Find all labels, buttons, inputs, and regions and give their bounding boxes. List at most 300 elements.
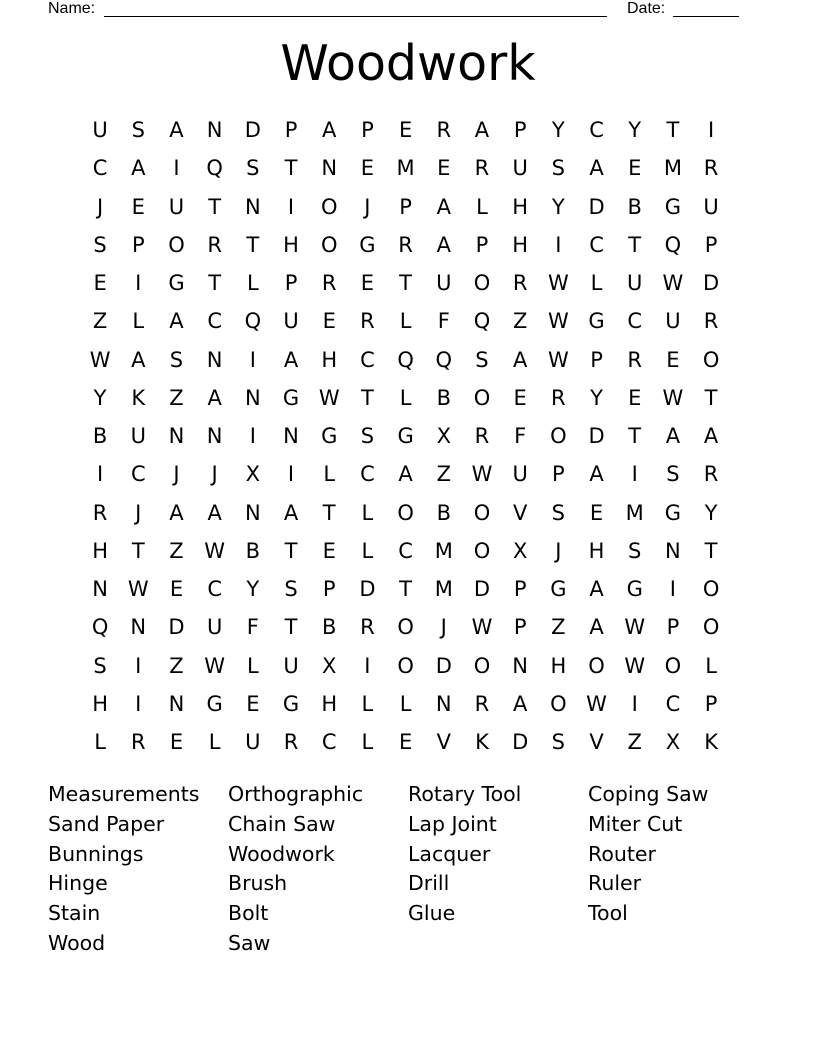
grid-letter: S	[93, 653, 107, 678]
grid-letter: X	[245, 462, 261, 487]
grid-letter: G	[588, 309, 605, 334]
grid-letter: W	[204, 653, 226, 678]
grid-letter: Q	[397, 347, 414, 372]
grid-letter: W	[624, 653, 646, 678]
grid-letter: H	[321, 691, 338, 716]
grid-letter: Q	[91, 615, 109, 640]
grid-letter: H	[321, 347, 338, 372]
grid-letter: S	[666, 462, 680, 487]
grid-letter: T	[322, 500, 336, 525]
grid-letter: Q	[473, 309, 491, 334]
grid-letter: D	[359, 577, 376, 601]
grid-letter: A	[207, 500, 222, 525]
grid-letter: A	[665, 424, 681, 448]
grid-letter: G	[321, 424, 338, 448]
word-list	[48, 780, 768, 959]
grid-letter: R	[627, 347, 643, 372]
grid-letter: E	[589, 500, 604, 525]
grid-letter: E	[666, 347, 680, 372]
page-title: Woodwork	[280, 35, 536, 92]
grid-letter: R	[398, 232, 413, 257]
grid-letter: N	[92, 577, 108, 601]
grid-letter: L	[476, 194, 488, 219]
grid-letter: V	[436, 730, 451, 754]
grid-letter: F	[437, 309, 450, 334]
grid-letter: Y	[551, 194, 565, 219]
grid-letter: U	[92, 118, 108, 142]
grid-letter: H	[92, 691, 108, 716]
grid-letter: C	[207, 577, 222, 601]
grid-letter: P	[513, 615, 527, 640]
grid-letter: R	[703, 156, 719, 181]
grid-letter: H	[92, 538, 108, 563]
grid-letter: L	[361, 500, 374, 525]
grid-letter: A	[131, 347, 146, 372]
grid-letter: P	[666, 615, 680, 640]
grid-letter: O	[397, 615, 414, 640]
grid-letter: D	[703, 271, 720, 295]
grid-letter: E	[360, 271, 375, 295]
grid-letter: I	[96, 462, 104, 487]
word-list-item: Bunnings	[48, 841, 144, 866]
grid-letter: Q	[244, 309, 262, 334]
grid-letter: S	[551, 730, 566, 754]
grid-letter: O	[550, 691, 567, 716]
grid-letter: S	[551, 156, 566, 181]
grid-letter: M	[663, 156, 682, 181]
grid-letter: T	[628, 232, 642, 257]
grid-letter: V	[512, 500, 528, 525]
grid-letter: L	[246, 271, 259, 295]
grid-letter: I	[173, 156, 180, 181]
grid-letter: T	[284, 538, 298, 563]
grid-letter: T	[208, 194, 222, 219]
grid-letter: G	[282, 691, 300, 716]
grid-letter: E	[398, 118, 413, 142]
grid-letter: R	[360, 309, 375, 334]
grid-letter: O	[320, 232, 338, 257]
grid-letter: U	[130, 424, 146, 448]
grid-letter: S	[246, 156, 260, 181]
grid-letter: L	[132, 309, 145, 334]
grid-letter: W	[662, 271, 684, 295]
grid-letter: G	[206, 691, 223, 716]
word-list-item: Drill	[408, 871, 450, 896]
grid-letter: R	[92, 500, 108, 525]
grid-letter: A	[474, 118, 490, 142]
word-list-item: Wood	[48, 930, 106, 955]
grid-letter: M	[434, 577, 453, 601]
grid-letter: A	[589, 156, 604, 181]
grid-letter: B	[627, 194, 642, 219]
word-list-item: Glue	[408, 901, 456, 926]
grid-letter: O	[473, 653, 491, 678]
grid-letter: A	[169, 309, 184, 334]
word-list-item: Brush	[228, 871, 288, 896]
grid-letter: A	[589, 462, 604, 487]
word-list-item: Orthographic	[228, 782, 364, 806]
grid-letter: O	[397, 500, 414, 525]
grid-letter: M	[434, 538, 453, 563]
grid-letter: S	[628, 538, 642, 563]
grid-letter: U	[512, 156, 528, 181]
grid-letter: Z	[169, 653, 184, 678]
grid-letter: E	[628, 156, 642, 181]
grid-letter: E	[437, 156, 451, 181]
word-list-item: Bolt	[228, 901, 269, 926]
grid-letter: W	[318, 385, 340, 410]
grid-letter: B	[245, 538, 261, 563]
word-list-item: Tool	[588, 901, 628, 926]
grid-letter: L	[399, 385, 412, 410]
grid-letter: R	[474, 156, 490, 181]
grid-letter: C	[627, 309, 643, 334]
word-list-item: Woodwork	[228, 841, 335, 866]
grid-letter: N	[206, 118, 223, 142]
grid-letter: R	[474, 424, 490, 448]
grid-letter: P	[704, 691, 718, 716]
grid-letter: O	[664, 653, 682, 678]
grid-letter: G	[626, 577, 643, 601]
grid-letter: Y	[551, 118, 565, 142]
grid-letter: Z	[436, 462, 451, 487]
grid-letter: G	[397, 424, 414, 448]
grid-letter: N	[168, 424, 185, 448]
grid-letter: R	[436, 118, 452, 142]
grid-letter: Z	[512, 309, 528, 334]
grid-letter: C	[398, 538, 413, 563]
grid-letter: M	[625, 500, 644, 525]
grid-letter: R	[703, 309, 719, 334]
grid-letter: T	[131, 538, 145, 563]
word-list-item: Lacquer	[408, 841, 491, 866]
grid-letter: N	[244, 500, 261, 525]
word-list-item: Saw	[228, 930, 271, 955]
grid-letter: O	[702, 615, 720, 640]
grid-letter: A	[169, 118, 184, 142]
grid-letter: P	[322, 577, 336, 601]
grid-letter: O	[550, 424, 567, 448]
grid-letter: X	[322, 653, 337, 678]
grid-letter: J	[173, 462, 180, 487]
grid-letter: E	[513, 385, 527, 410]
grid-letter: I	[555, 232, 562, 257]
grid-letter: E	[360, 156, 375, 181]
grid-letter: N	[321, 156, 338, 181]
grid-letter: T	[360, 385, 374, 410]
grid-letter: S	[93, 232, 107, 257]
grid-letter: O	[473, 500, 491, 525]
grid-letter: U	[283, 309, 299, 334]
grid-letter: N	[206, 347, 223, 372]
letter-grid	[81, 111, 730, 761]
grid-letter: N	[244, 385, 261, 410]
grid-letter: A	[512, 691, 528, 716]
grid-letter: T	[246, 232, 260, 257]
grid-letter: A	[322, 118, 337, 142]
grid-letter: G	[664, 194, 682, 219]
grid-letter: W	[204, 538, 226, 563]
grid-letter: D	[588, 194, 605, 219]
grid-letter: Q	[206, 156, 223, 181]
grid-letter: P	[513, 577, 527, 601]
grid-letter: N	[512, 653, 529, 678]
grid-letter: J	[440, 615, 447, 640]
grid-letter: A	[169, 500, 184, 525]
grid-letter: E	[398, 730, 413, 754]
grid-letter: L	[361, 691, 374, 716]
grid-letter: I	[287, 194, 295, 219]
grid-letter: L	[705, 653, 717, 678]
word-list-item: Miter Cut	[588, 811, 683, 836]
grid-letter: W	[471, 615, 493, 640]
grid-letter: I	[287, 462, 295, 487]
grid-letter: I	[135, 653, 142, 678]
grid-letter: W	[547, 347, 569, 372]
word-list-item: Chain Saw	[228, 811, 336, 836]
grid-letter: N	[244, 194, 261, 219]
grid-letter: F	[514, 424, 527, 448]
grid-letter: N	[665, 538, 681, 563]
grid-letter: A	[512, 347, 528, 372]
grid-letter: Z	[92, 309, 108, 334]
grid-letter: T	[284, 156, 298, 181]
grid-letter: D	[588, 424, 605, 448]
grid-letter: T	[704, 538, 718, 563]
grid-letter: A	[436, 194, 451, 219]
grid-letter: Q	[664, 232, 682, 257]
grid-letter: Z	[169, 385, 184, 410]
grid-letter: A	[589, 577, 604, 601]
grid-letter: T	[666, 118, 680, 142]
grid-letter: I	[249, 347, 256, 372]
grid-letter: U	[627, 271, 643, 295]
grid-letter: N	[283, 424, 299, 448]
grid-letter: P	[552, 462, 565, 487]
grid-letter: E	[322, 538, 336, 563]
word-list-item: Rotary Tool	[408, 782, 522, 806]
word-list-item: Stain	[48, 901, 101, 926]
grid-letter: K	[131, 385, 146, 410]
grid-letter: F	[246, 615, 259, 640]
grid-letter: H	[512, 194, 529, 219]
grid-letter: E	[93, 271, 107, 295]
grid-letter: C	[665, 691, 681, 716]
grid-letter: B	[92, 424, 108, 448]
grid-letter: W	[547, 309, 569, 334]
grid-letter: Z	[169, 538, 184, 563]
grid-letter: V	[589, 730, 604, 754]
word-list-item: Measurements	[48, 782, 200, 806]
grid-letter: P	[590, 347, 603, 372]
grid-letter: Y	[704, 500, 718, 525]
grid-letter: A	[283, 347, 299, 372]
grid-letter: A	[436, 232, 451, 257]
grid-letter: X	[512, 538, 528, 563]
grid-letter: U	[512, 462, 528, 487]
grid-letter: W	[547, 271, 569, 295]
grid-letter: R	[321, 271, 337, 295]
grid-letter: O	[473, 385, 491, 410]
grid-letter: I	[631, 462, 638, 487]
grid-letter: H	[283, 232, 299, 257]
grid-letter: W	[89, 347, 111, 372]
grid-letter: D	[244, 118, 261, 142]
grid-letter: A	[703, 424, 719, 448]
grid-letter: O	[473, 271, 491, 295]
grid-letter: L	[590, 271, 603, 295]
grid-letter: T	[208, 271, 222, 295]
grid-letter: X	[436, 424, 451, 448]
grid-letter: P	[284, 271, 298, 295]
grid-letter: H	[512, 232, 529, 257]
grid-letter: I	[631, 691, 638, 716]
grid-letter: R	[283, 730, 299, 754]
grid-letter: G	[359, 232, 376, 257]
grid-letter: T	[399, 577, 412, 601]
grid-letter: U	[665, 309, 681, 334]
grid-letter: A	[398, 462, 413, 487]
grid-letter: W	[662, 385, 684, 410]
grid-letter: R	[207, 232, 222, 257]
grid-letter: L	[94, 730, 106, 754]
grid-letter: C	[360, 462, 375, 487]
grid-letter: G	[664, 500, 682, 525]
grid-letter: C	[92, 156, 108, 181]
grid-letter: R	[474, 691, 490, 716]
word-list-item: Coping Saw	[588, 782, 709, 806]
grid-letter: G	[550, 577, 567, 601]
grid-letter: R	[703, 462, 719, 487]
grid-letter: C	[589, 232, 604, 257]
grid-letter: O	[588, 653, 605, 678]
grid-letter: L	[323, 462, 336, 487]
grid-letter: Y	[628, 118, 642, 142]
grid-letter: E	[131, 194, 145, 219]
grid-letter: E	[169, 730, 184, 754]
date-blank-line	[673, 16, 739, 17]
grid-letter: Z	[627, 730, 642, 754]
grid-letter: L	[399, 691, 412, 716]
grid-letter: T	[704, 385, 718, 410]
grid-letter: O	[702, 577, 720, 601]
word-list-item: Router	[588, 841, 656, 866]
grid-letter: C	[360, 347, 375, 372]
grid-letter: N	[130, 615, 147, 640]
grid-letter: O	[168, 232, 185, 257]
grid-letter: L	[399, 309, 412, 334]
grid-letter: I	[135, 271, 142, 295]
grid-letter: R	[551, 385, 566, 410]
grid-letter: B	[436, 385, 451, 410]
grid-letter: O	[473, 538, 491, 563]
grid-letter: D	[168, 615, 185, 640]
grid-letter: C	[589, 118, 604, 142]
grid-letter: D	[473, 577, 491, 601]
grid-letter: E	[246, 691, 260, 716]
grid-letter: K	[475, 730, 489, 754]
grid-letter: Q	[435, 347, 453, 372]
grid-letter: U	[168, 194, 185, 219]
grid-letter: J	[135, 500, 142, 525]
grid-letter: A	[283, 500, 299, 525]
grid-letter: I	[249, 424, 256, 448]
grid-letter: I	[364, 653, 371, 678]
grid-letter: P	[361, 118, 374, 142]
grid-letter: S	[169, 347, 184, 372]
grid-letter: W	[127, 577, 149, 601]
grid-letter: G	[282, 385, 300, 410]
grid-letter: U	[245, 730, 261, 754]
grid-letter: U	[283, 653, 299, 678]
grid-letter: I	[707, 118, 715, 142]
grid-letter: O	[320, 194, 338, 219]
grid-letter: L	[361, 730, 374, 754]
grid-letter: Y	[590, 385, 603, 410]
grid-letter: S	[284, 577, 298, 601]
grid-letter: Y	[93, 385, 107, 410]
grid-letter: S	[131, 118, 145, 142]
grid-letter: J	[211, 462, 218, 487]
grid-letter: J	[555, 538, 562, 563]
grid-letter: K	[704, 730, 718, 754]
grid-letter: J	[96, 194, 104, 219]
grid-letter: L	[246, 653, 259, 678]
grid-letter: P	[131, 232, 145, 257]
name-blank-line	[104, 16, 607, 17]
grid-letter: M	[396, 156, 415, 181]
grid-letter: P	[704, 232, 718, 257]
grid-letter: S	[360, 424, 375, 448]
grid-letter: R	[512, 271, 528, 295]
grid-letter: H	[550, 653, 567, 678]
grid-letter: W	[586, 691, 607, 716]
grid-letter: U	[206, 615, 223, 640]
grid-letter: R	[360, 615, 375, 640]
grid-letter: L	[208, 730, 221, 754]
grid-letter: D	[435, 653, 452, 678]
grid-letter: N	[206, 424, 223, 448]
grid-letter: X	[665, 730, 681, 754]
grid-letter: A	[207, 385, 222, 410]
grid-letter: E	[322, 309, 336, 334]
grid-letter: T	[628, 424, 642, 448]
grid-letter: P	[513, 118, 527, 142]
grid-letter: S	[551, 500, 566, 525]
grid-letter: I	[135, 691, 142, 716]
grid-letter: S	[475, 347, 489, 372]
grid-letter: O	[397, 653, 414, 678]
grid-letter: W	[471, 462, 493, 487]
grid-letter: R	[130, 730, 146, 754]
grid-letter: A	[131, 156, 146, 181]
grid-letter: P	[284, 118, 298, 142]
grid-letter: D	[512, 730, 529, 754]
grid-letter: O	[702, 347, 720, 372]
name-label: Name:	[48, 0, 96, 17]
word-list-item: Lap Joint	[408, 811, 497, 836]
grid-letter: E	[628, 385, 642, 410]
grid-letter: I	[669, 577, 676, 601]
word-list-item: Hinge	[48, 871, 108, 896]
grid-letter: L	[361, 538, 374, 563]
grid-letter: G	[168, 271, 185, 295]
grid-letter: P	[475, 232, 489, 257]
grid-letter: T	[284, 615, 298, 640]
grid-letter: C	[321, 730, 337, 754]
grid-letter: W	[624, 615, 646, 640]
grid-letter: N	[168, 691, 185, 716]
